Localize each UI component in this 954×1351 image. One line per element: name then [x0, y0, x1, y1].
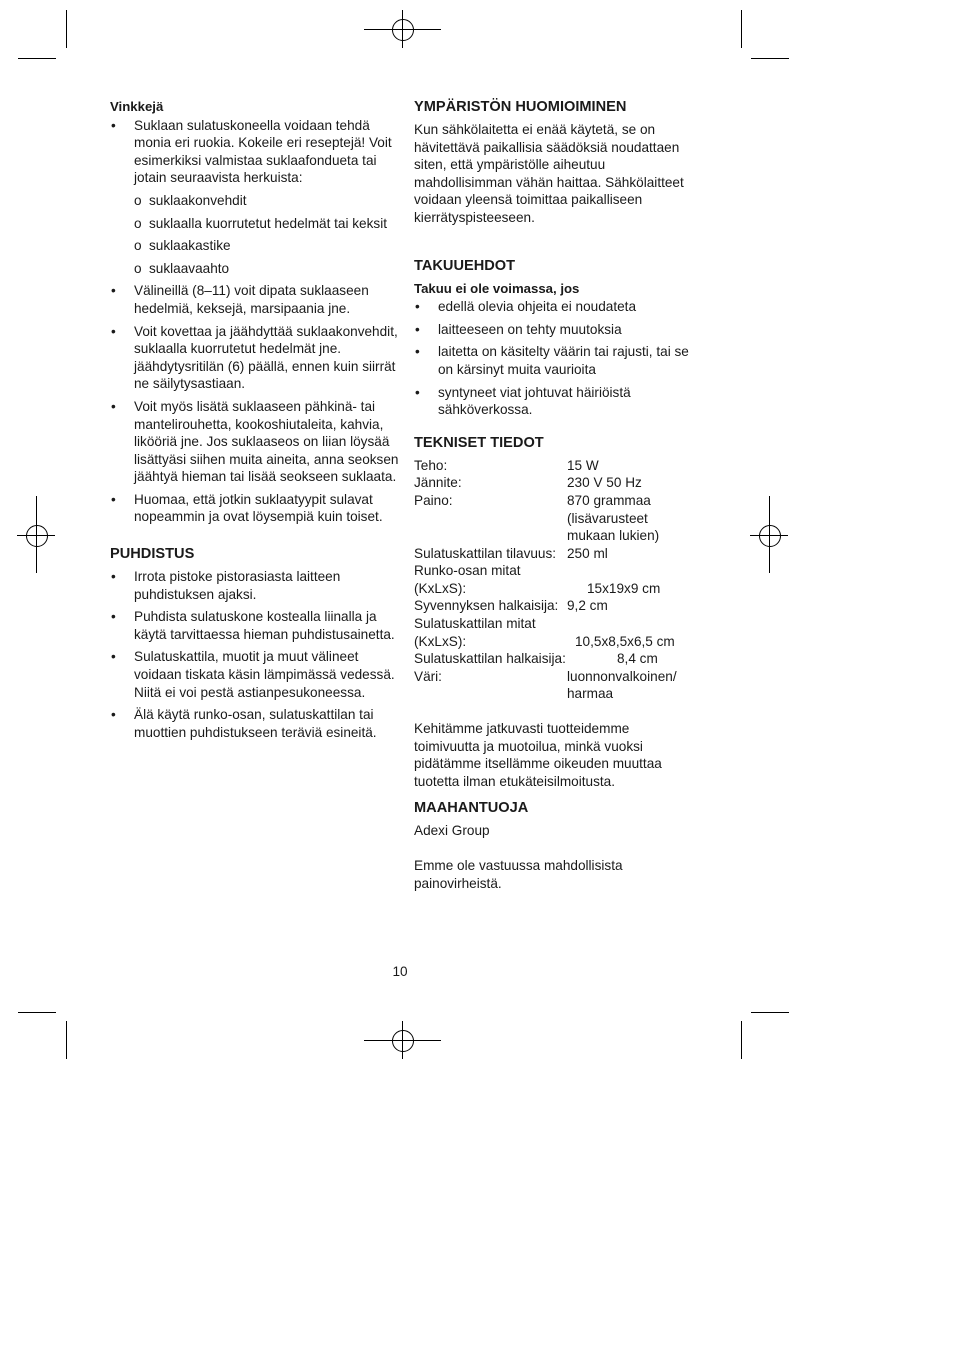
table-row: Syvennyksen halkaisija: 9,2 cm [414, 598, 608, 614]
warranty-list [414, 298, 698, 419]
recipe-list [134, 192, 400, 277]
table-row: Paino: 870 grammaa (lisävarusteet mukaan lukien) [414, 492, 660, 544]
environment-title: YMPÄRISTÖN HUOMIOIMINEN [414, 99, 627, 115]
list-item: o suklaavaahto [134, 260, 400, 278]
cleaning-list [110, 568, 400, 741]
table-row: Sulatuskattilan mitat (KxLxS): 10,5x8,5x6,5 cm [414, 616, 675, 649]
list-item: • Suklaan sulatuskoneella voidaan tehdä monia eri ruokia. Kokeile eri reseptejä! Voit esimerkiksi valmistaa suklaafondueta tai jotain seuraavista herkuista: o suklaakonvehdit o suklaalla kuorrutetut hedelmät tai keksit o suklaakastike o suklaavaahto [110, 117, 400, 278]
environment-text: Kun sähkölaitetta ei enää käytetä, se on hävitettävä paikallisia säädöksiä noudattaen siten, että ympäristölle aiheutuu mahdollisimman vähän haittaa. Sähkölaitteet voidaan yleensä toimittaa paikalliseen kierrätyspisteeseen. [414, 122, 684, 225]
right-column [414, 98, 698, 892]
list-item: o suklaalla kuorrutetut hedelmät tai keksit [134, 215, 400, 233]
table-row: Jännite: 230 V 50 Hz [414, 475, 642, 491]
crop-mark-top-right-v [741, 10, 742, 48]
table-row: Väri: luonnonvalkoinen/ harmaa [414, 668, 677, 702]
table-row: Sulatuskattilan tilavuus: 250 ml [414, 545, 608, 561]
crop-mark-bottom-right-h [751, 1012, 789, 1013]
development-text: Kehitämme jatkuvasti tuotteidemme toimivuutta ja muotoilua, minkä vuoksi pidätämme itsellämme oikeuden muuttaa tuotetta ilman etukäteisilmoitusta. [414, 721, 662, 789]
specs-table [414, 457, 698, 703]
crop-mark-bottom-right-v [741, 1021, 742, 1059]
list-item: • laitetta on käsitelty väärin tai rajusti, tai se on kärsinyt muita vaurioita [414, 343, 698, 378]
list-item: • Älä käytä runko-osan, sulatuskattilan tai muottien puhdistukseen teräviä esineitä. [110, 706, 400, 741]
list-item: • Huomaa, että jotkin suklaatyypit sulavat nopeammin ja ovat löysempiä kuin toiset. [110, 491, 400, 526]
specs-title: TEKNISET TIEDOT [414, 434, 544, 451]
list-item: o suklaakastike [134, 237, 400, 255]
table-row: Sulatuskattilan halkaisija: 8,4 cm [414, 651, 658, 667]
cleaning-title: PUHDISTUS [110, 546, 195, 563]
list-item: • Irrota pistoke pistorasiasta laitteen puhdistuksen ajaksi. [110, 568, 400, 603]
list-item: o suklaakonvehdit [134, 192, 400, 210]
crop-mark-bottom-left-v [66, 1021, 67, 1059]
list-item: • Sulatuskattila, muotit ja muut välineet voidaan tiskata käsin lämpimässä vedessä. Niitä ei voi pestä astianpesukoneessa. [110, 648, 400, 701]
page-number: 10 [392, 964, 408, 979]
importer-title: MAAHANTUOJA [414, 800, 529, 817]
crop-mark-top-left-h [18, 58, 56, 59]
disclaimer-text: Emme ole vastuussa mahdollisista painovirheistä. [414, 858, 623, 891]
table-row: Teho: 15 W [414, 457, 599, 473]
list-item: • Puhdista sulatuskone kostealla liinalla ja käytä tarvittaessa hieman puhdistusainetta. [110, 608, 400, 643]
warranty-title: TAKUUEHDOT [414, 257, 516, 274]
crop-mark-top-left-v [66, 10, 67, 48]
crop-mark-bottom-left-h [18, 1012, 56, 1013]
list-item: • syntyneet viat johtuvat häiriöistä sähköverkossa. [414, 384, 698, 419]
list-item: • laitteeseen on tehty muutoksia [414, 321, 698, 339]
warranty-subtitle: Takuu ei ole voimassa, jos [414, 280, 580, 296]
list-item: • edellä olevia ohjeita ei noudateta [414, 298, 698, 316]
importer-name: Adexi Group [414, 823, 490, 839]
left-column [110, 98, 400, 746]
crop-mark-top-right-h [751, 58, 789, 59]
list-item: • Voit kovettaa ja jäähdyttää suklaakonvehdit, suklaalla kuorrutetut hedelmät jne. jäähdytysritilän (6) päällä, ennen kuin siirrät ne säilytysastiaan. [110, 323, 400, 393]
list-item: • Välineillä (8–11) voit dipata suklaaseen hedelmiä, keksejä, marsipaania jne. [110, 282, 400, 317]
list-item: • Voit myös lisätä suklaaseen pähkinä- tai mantelirouhetta, kookoshiutaleita, kahvia, likööriä jne. Jos suklaaseos on liian löysää lisättyäsi siihen muita aineita, anna seoksen jäähtyä hieman tai lisää seokseen suklaata. [110, 398, 400, 486]
table-row: Runko-osan mitat (KxLxS): 15x19x9 cm [414, 563, 661, 596]
tips-title: Vinkkejä [110, 99, 164, 114]
tips-list [110, 117, 400, 526]
